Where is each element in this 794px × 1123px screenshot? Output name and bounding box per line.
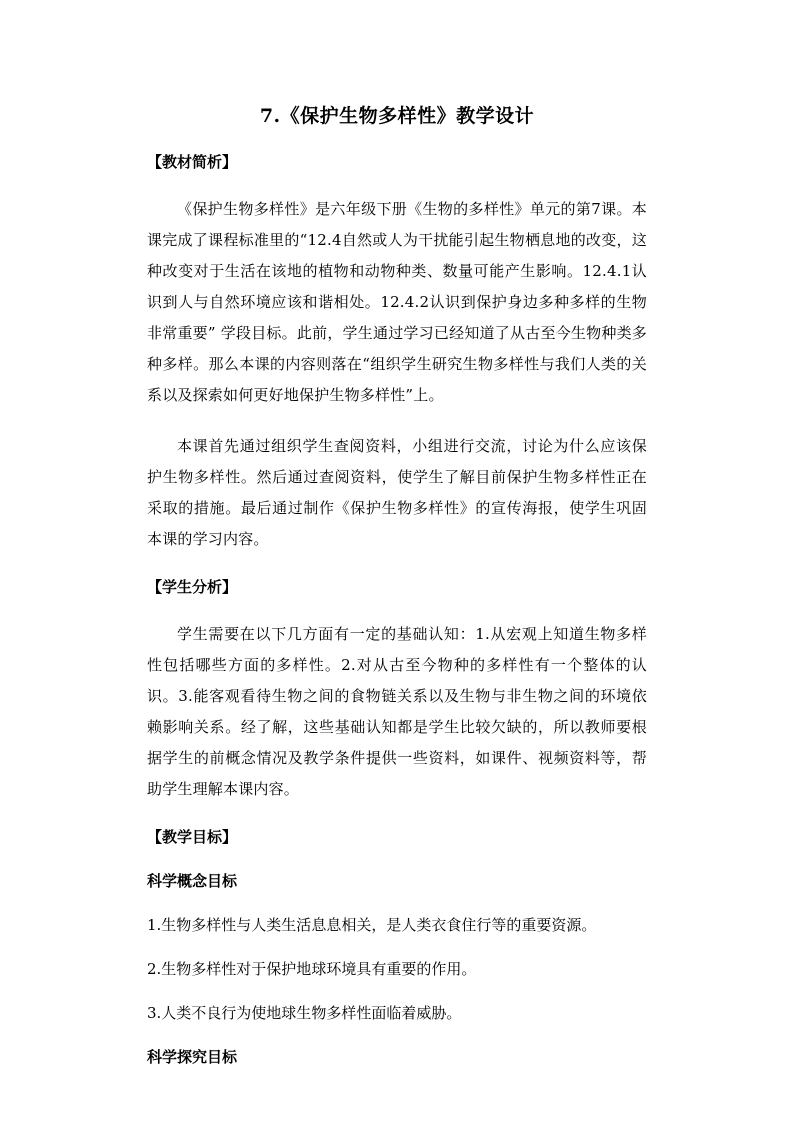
spacer bbox=[147, 805, 647, 825]
subheading-concept-goals: 科学概念目标 bbox=[147, 872, 238, 890]
spacer bbox=[147, 174, 647, 194]
goal-item-3: 3.人类不良行为使地球生物多样性面临着威胁。 bbox=[147, 1004, 462, 1022]
spacer bbox=[147, 411, 647, 431]
spacer bbox=[147, 555, 647, 575]
section-heading-student-analysis: 【学生分析】 bbox=[147, 578, 238, 596]
section-heading-teaching-goals: 【教学目标】 bbox=[147, 828, 238, 846]
spacer bbox=[147, 599, 647, 619]
spacer bbox=[147, 849, 647, 869]
spacer bbox=[147, 893, 647, 913]
paragraph-student-analysis-1: 学生需要在以下几方面有一定的基础认知：1.从宏观上知道生物多样性包括哪些方面的多样性。2.对从古至今物种的多样性有一个整体的认识。3.能客观看待生物之间的食物链关系以及生物与非生物之间的环境依赖影响关系。经了解，这些基础认知都是学生比较欠缺的，所以教师要根据学生的前概念情况及教学条件提供一些资料，如课件、视频资料等，帮助学生理解本课内容。 bbox=[147, 625, 647, 798]
document-title: 7.《保护生物多样性》教学设计 bbox=[259, 105, 535, 127]
paragraph-textbook-analysis-1: 《保护生物多样性》是六年级下册《生物的多样性》单元的第7课。本课完成了课程标准里的“12.4自然或人为干扰能引起生物栖息地的改变，这种改变对于生活在该地的植物和动物种类、数量可能产生影响。12.4.1认识到人与自然环境应该和谐相处。12.4.2认识到保护身边多种多样的生物非常重要” 学段目标。此前，学生通过学习已经知道了从古至今生物种类多种多样。那么本课的内容则落在“组织学生研究生物多样性与我们人类的关系以及探索如何更好地保护生物多样性”上。 bbox=[147, 200, 647, 404]
goal-item-2: 2.生物多样性对于保护地球环境具有重要的作用。 bbox=[147, 960, 477, 978]
document-page bbox=[147, 102, 647, 1069]
spacer bbox=[147, 937, 647, 957]
goal-item-1: 1.生物多样性与人类生活息息相关，是人类衣食住行等的重要资源。 bbox=[147, 916, 597, 934]
spacer bbox=[147, 1025, 647, 1045]
spacer bbox=[147, 981, 647, 1001]
paragraph-textbook-analysis-2: 本课首先通过组织学生查阅资料，小组进行交流，讨论为什么应该保护生物多样性。然后通过查阅资料，使学生了解目前保护生物多样性正在采取的措施。最后通过制作《保护生物多样性》的宣传海报，使学生巩固本课的学习内容。 bbox=[147, 437, 647, 548]
section-heading-textbook-analysis: 【教材简析】 bbox=[147, 153, 238, 171]
subheading-inquiry-goals: 科学探究目标 bbox=[147, 1048, 238, 1066]
